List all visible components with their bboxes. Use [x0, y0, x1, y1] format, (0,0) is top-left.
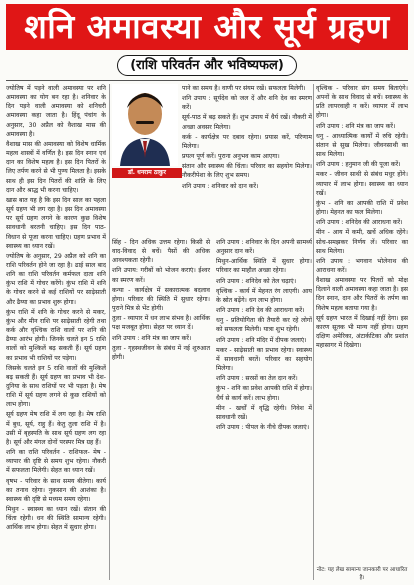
col3-para: मकर - जीवन साथी से संबंध मधुर होंगे। व्यापार में लाभ होगा। स्वास्थ्य का ध्यान रखें। [316, 171, 408, 197]
col2-para: शनि उपाय : शनिवार के दिन अपनी सामर्थ्य अनुसार दान करें। [216, 239, 312, 256]
col2-para: मकर - साढ़ेसाती का प्रभाव रहेगा। स्वास्थ्य में सावधानी बरतें। परिवार का सहयोग मिलेगा। [216, 346, 312, 373]
col2-para: तुला - गृहस्थजीवन के संबंध में नई शुरुआत होगी। [112, 344, 210, 361]
col1-para: ज्योतिष के अनुसार, 29 अप्रैल को शनि का राशि परिवर्तन होने जा रहा है। ढाई साल बाद शनि का राशि परिवर्तन कर्मफल दाता शनि कुंभ राशि में गोचर करेंगे। कुंभ राशि में शनि के गोचर करने से कई राशियों पर साढ़ेसाती और ढैय्या का प्रभाव शुरू होगा। [6, 252, 106, 306]
col3-para: शनि उपाय : हनुमान जी की पूजा करें। [316, 161, 401, 169]
col2-intro-para: शनि उपाय : सूर्यदेव को जल दें और शनि देव का स्मरण करें। [182, 95, 312, 112]
col3-para: धनु - आध्यात्मिक कार्यों में रुचि रहेगी। संतान से सुख मिलेगा। जीवनसाथी का साथ मिलेगा। [316, 132, 408, 159]
bottom-note: नोट: यह लेख सामान्य जानकारी पर आधारित है। [316, 567, 408, 581]
col2-para: कुंभ - शनि का प्रवेश आपकी राशि में होगा। धैर्य से कार्य करें। लाभ होगा। [216, 385, 312, 402]
col2-para: तुला - व्यापार में धन लाभ संभव है। आर्थिक पक्ष मजबूत होगा। सेहत पर ध्यान दें। [112, 315, 210, 332]
col2-para: शनि उपाय : सरसों का तेल दान करें। [216, 375, 298, 383]
col1-para: खास बात यह है कि इस दिन साल का पहला सूर्य ग्रहण भी लग रहा है। इस दिन अमावस्या पर सूर्य ग्रहण लगने के कारण कुछ विशेष सावधानी बरतनी चाहिए। इस दिन पाठ-विधान से पूजा करना चाहिए। ग्रहण प्रभाव में स्वास्थ्य का ध्यान रखें। [6, 196, 106, 250]
col3-para: कुंभ - शनि का आपकी राशि में प्रवेश होगा। मेहनत का फल मिलेगा। [316, 199, 408, 217]
col2-para: वृश्चिक - कार्य में मेहनत रंग लाएगी। आय के स्रोत बढ़ेंगे। धन लाभ होगा। [216, 287, 312, 304]
col1-para: सूर्य ग्रहण मेष राशि में लग रहा है। मेष राशि में बुध, सूर्य, राहु हैं। केतु तुला राशि में है। उसी में बृहस्पति के साथ सूर्य ग्रहण लग रहा है। सूर्य और मंगल दोनों परस्पर मित्र ग्रह हैं। [6, 411, 106, 446]
col2-intro-para: शनि उपाय : शनिवार को दान करें। [182, 182, 259, 190]
author-caption: डॉ. धनराम ठाकुर [112, 168, 182, 178]
col2-intro-para: प्रयत्न पूर्ण करें। पुराना अनुभव काम आएगा। [182, 153, 280, 161]
col2-para: शनि उपाय : पीपल के नीचे दीपक जलाएं। [216, 423, 310, 431]
col3-para: मीन - आय में कमी, खर्चे अधिक रहेंगे। सोच-समझकर निर्णय लें। परिवार का साथ मिलेगा। [316, 229, 408, 255]
col1-para: ज्योतिष में पड़ने वाली अमावस्या पर शनि अमावस्या का योग बन रहा है। शनिवार के दिन पड़ने वाली अमावस्या को शनिचरी अमावस्या कहा जाता है। हिंदू पंचांग के अनुसार, 30 अप्रैल को वैशाख मास की अमावस्या है। [6, 85, 106, 138]
col1-para: कुंभ राशि में शनि के गोचर करने से मकर, कुंभ और मीन राशि पर साढ़ेसाती रहेगी तथा कर्क और वृश्चिक राशि वालों पर शनि की ढैय्या आरंभ होगी। जिनके चलते इन 5 राशि वालों को मुश्किलें बढ़ सकती हैं। सूर्य ग्रहण का प्रभाव भी राशियों पर पड़ेगा। [6, 308, 106, 362]
column-rule [109, 84, 110, 580]
col2-para: शनि उपाय : शनि मंत्र का जाप करें। [112, 334, 192, 342]
col1-para: शनि का राशि परिवर्तन - राशिफल- मेष - व्यापार की दृष्टि से समय शुभ रहेगा। नौकरी में सफलता मिलेगी। सेहत का ध्यान रखें। [6, 449, 106, 475]
col2-para: शनि उपाय: गरीबों को भोजन कराएं। ईश्वर का स्मरण करें। [112, 267, 210, 284]
col3-para: वैशाख अमावस्या पर पितरों को मोक्ष दिलाने वाली अमावस्या कहा जाता है। इस दिन स्नान, दान और पितरों के तर्पण का विशेष महत्व बताया गया है। [316, 277, 408, 312]
col2-intro-para: संतान और स्वास्थ्य की चिंता। परिवार का सहयोग मिलेगा। नौकरीपेशा के लिए शुभ समय। [182, 163, 312, 180]
col2-para: शनि उपाय : शनि देव की आराधना करें। [216, 307, 305, 315]
col2-para: मीन - खर्चों में वृद्धि रहेगी। निवेश में सावधानी रखें। [216, 404, 312, 421]
col1-para: वैशाख मास की अमावस्या को विशेष धार्मिक महत्व शास्त्रों में वर्णित है। इस दिन स्नान एवं दान का विशेष महत्व है। इस दिन पितरों के लिए तर्पण करने से भी पुण्य मिलता है। इसके साथ ही इस दिन पितरों की शांति के लिए दान और श्राद्ध भी करना चाहिए। [6, 140, 106, 194]
col2-para: सिंह - दिन अधिक उत्तम रहेगा। किसी से वाद-विवाद से बचें। पैसों की अधिक आवश्यकता रहेगी। [112, 239, 210, 265]
column-2-right [216, 238, 312, 433]
col2-para: कन्या - कार्यक्षेत्र में सकारात्मक बदलाव होगा। परिवार की स्थिति में सुधार रहेगा। पुराने मित्र से भेंट होगी। [112, 286, 210, 313]
col3-para: शनि उपाय : शनि मंत्र का जाप करें। [316, 122, 396, 130]
col2-para: शनि उपाय : शनि मंदिर में दीपक जलाएं। [216, 336, 307, 344]
col3-para: शनि उपाय : भगवान भोलेनाथ की आराधना करें। [316, 257, 408, 274]
col3-para: सूर्य ग्रहण भारत में दिखाई नहीं देगा। इस कारण सूतक भी मान्य नहीं होगा। ग्रहण दक्षिण अमेरिका, अंटार्कटिका और प्रशांत महासागर में दिखेगा। [316, 314, 408, 350]
column-1 [6, 84, 106, 580]
subhead: (राशि परिवर्तन और भविष्यफल) [117, 55, 297, 76]
column-2-left [112, 238, 210, 363]
column-rule [313, 84, 314, 580]
col2-intro-para: सूर्य-पाठ में बढ़ सकते हैं। शुभ उपाय में धैर्य रखें। नौकरी में अच्छा अवसर मिलेगा। [182, 114, 312, 131]
column-3 [316, 84, 408, 580]
col2-intro [182, 84, 312, 192]
col2-intro-para: कर्क - कार्यक्षेत्र पर दबाव रहेगा। प्रयास करें, परिणाम मिलेगा। [182, 133, 312, 150]
top-divider [6, 80, 408, 81]
col1-para: वृषभ - परिवार के साथ समय बीतेगा। कार्य का तनाव रहेगा। नुकसान की आशंका है। स्वास्थ्य की दृष्टि से मध्यम समय रहेगा। [6, 477, 106, 503]
author-portrait-icon [112, 84, 178, 166]
col1-para: जिसके चलते इन 5 राशि वालों की मुश्किलें बढ़ सकती हैं। सूर्य ग्रहण का प्रभाव भी देश-दुनिया के साथ राशियों पर भी पड़ता है। मेष राशि में सूर्य ग्रहण लगने से कुछ राशियों को लाभ होगा। [6, 364, 106, 409]
headline: शनि अमावस्या और सूर्य ग्रहण [6, 4, 408, 50]
author-photo [112, 84, 178, 166]
col1-para: मिथुन - स्वास्थ्य का ध्यान रखें। संतान की चिंता रहेगी। धन की स्थिति सामान्य रहेगी। आर्थिक लाभ होगा। सेहत में सुधार होगा। [6, 506, 106, 532]
col2-intro-para: पाने का समय है। वाणी पर संयम रखें। सफलता मिलेगी। [182, 85, 306, 92]
col3-para: वृश्चिक - परिवार संग समय बिताएंगे। अपनों के साथ विवाद से बचें। स्वास्थ्य के प्रति लापरवाही न करें। व्यापार में लाभ होगा। [316, 85, 408, 120]
column-2 [112, 84, 312, 580]
author-block [112, 84, 312, 236]
col2-para: शनि उपाय : शनिदेव को तेल चढ़ाएं। [216, 277, 297, 285]
col2-para: धनु - प्रतियोगिता की तैयारी कर रहे लोगों को सफलता मिलेगी। यात्रा शुभ रहेगी। [216, 317, 312, 334]
subhead-wrap [0, 54, 414, 76]
col2-para: मिथुन-आर्थिक स्थिति में सुधार होगा। परिवार का माहौल अच्छा रहेगा। [216, 258, 312, 275]
col3-para: शनि उपाय : शनिदेव की आराधना करें। [316, 219, 403, 227]
